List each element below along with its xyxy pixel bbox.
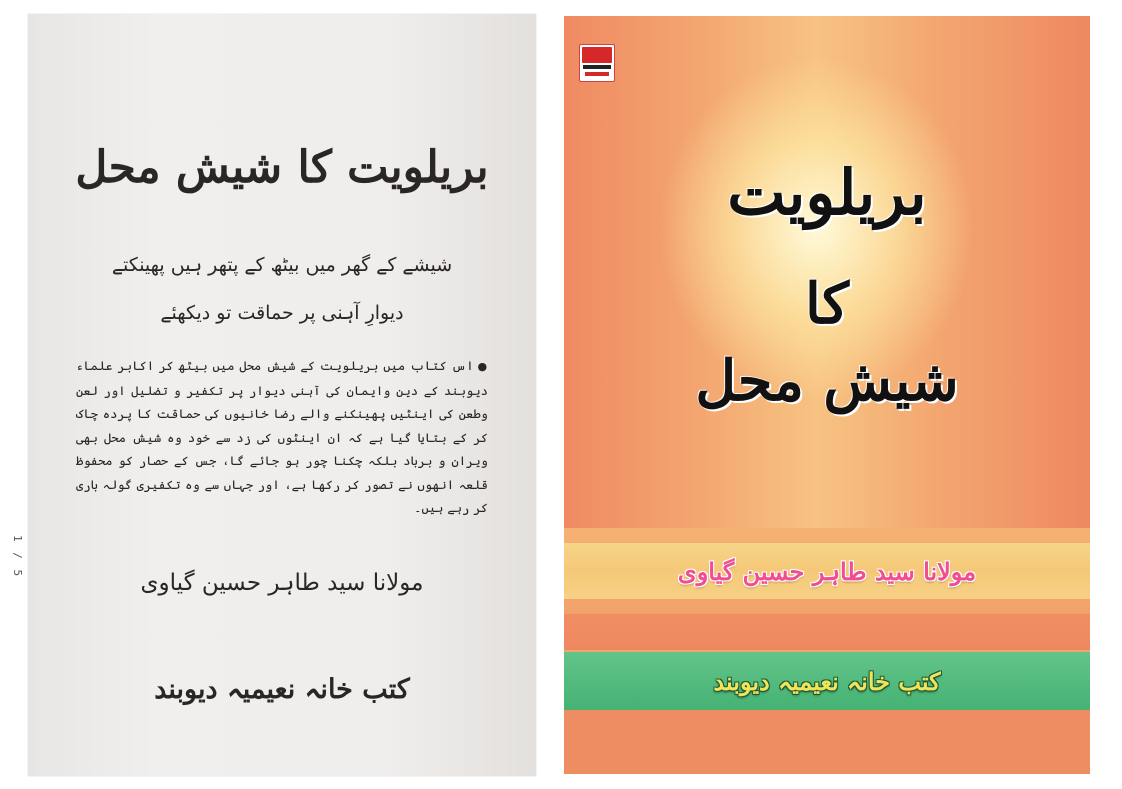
title-page-publisher: کتب خانہ نعیمیہ دیوبند [154,674,410,705]
cover-stripe [564,710,1090,774]
book-cover [564,16,1090,774]
cover-publisher: کتب خانہ نعیمیہ دیوبند [713,666,941,696]
cover-stripe [564,614,1090,652]
publisher-logo-icon [579,44,615,82]
page-counter: 1 / 5 [11,535,24,579]
cover-title-line-3: شیش محل [695,348,959,414]
couplet-line-1: شیشے کے گھر میں بیٹھ کے پتھر ہیں پھینکتے [111,254,453,276]
description-text: اس کتاب میں بریلویت کے شیش محل میں بیٹھ کر اکابر علماء دیوبند کے دین وایمان کی آہنی دیوار پر تکفیر و تضلیل اور لعن وطعن کی اینٹیں پھینکنے والے رضا خانیوں کی حماقت کا پردہ چاک کر کے بتایا گیا ہے کہ ان اینٹوں کی زد سے خود وہ شیش محل بھی ویران و برباد بلکہ چکنا چور ہو جائے گا، جس کے حصار کو محفوظ قلعہ انھوں نے تصور کر رکھا ہے، اور جہاں سے وہ تکفیری گولہ باری کر رہے ہیں۔ [76,358,488,515]
couplet-line-2: دیوارِ آہنی پر حماقت تو دیکھئے [160,302,404,324]
title-page-author: مولانا سید طاہر حسین گیاوی [140,570,424,596]
title-page [28,14,536,776]
cover-author-band [564,543,1090,599]
title-page-heading: بریلویت کا شیش محل [75,142,489,193]
bullet-icon: ● [477,360,488,373]
cover-author: مولانا سید طاہر حسین گیاوی [677,556,977,586]
book-description [76,354,488,520]
cover-title-line-2: کا [805,271,849,337]
cover-title-line-1: بریلویت [727,156,927,229]
cover-publisher-band [564,652,1090,710]
